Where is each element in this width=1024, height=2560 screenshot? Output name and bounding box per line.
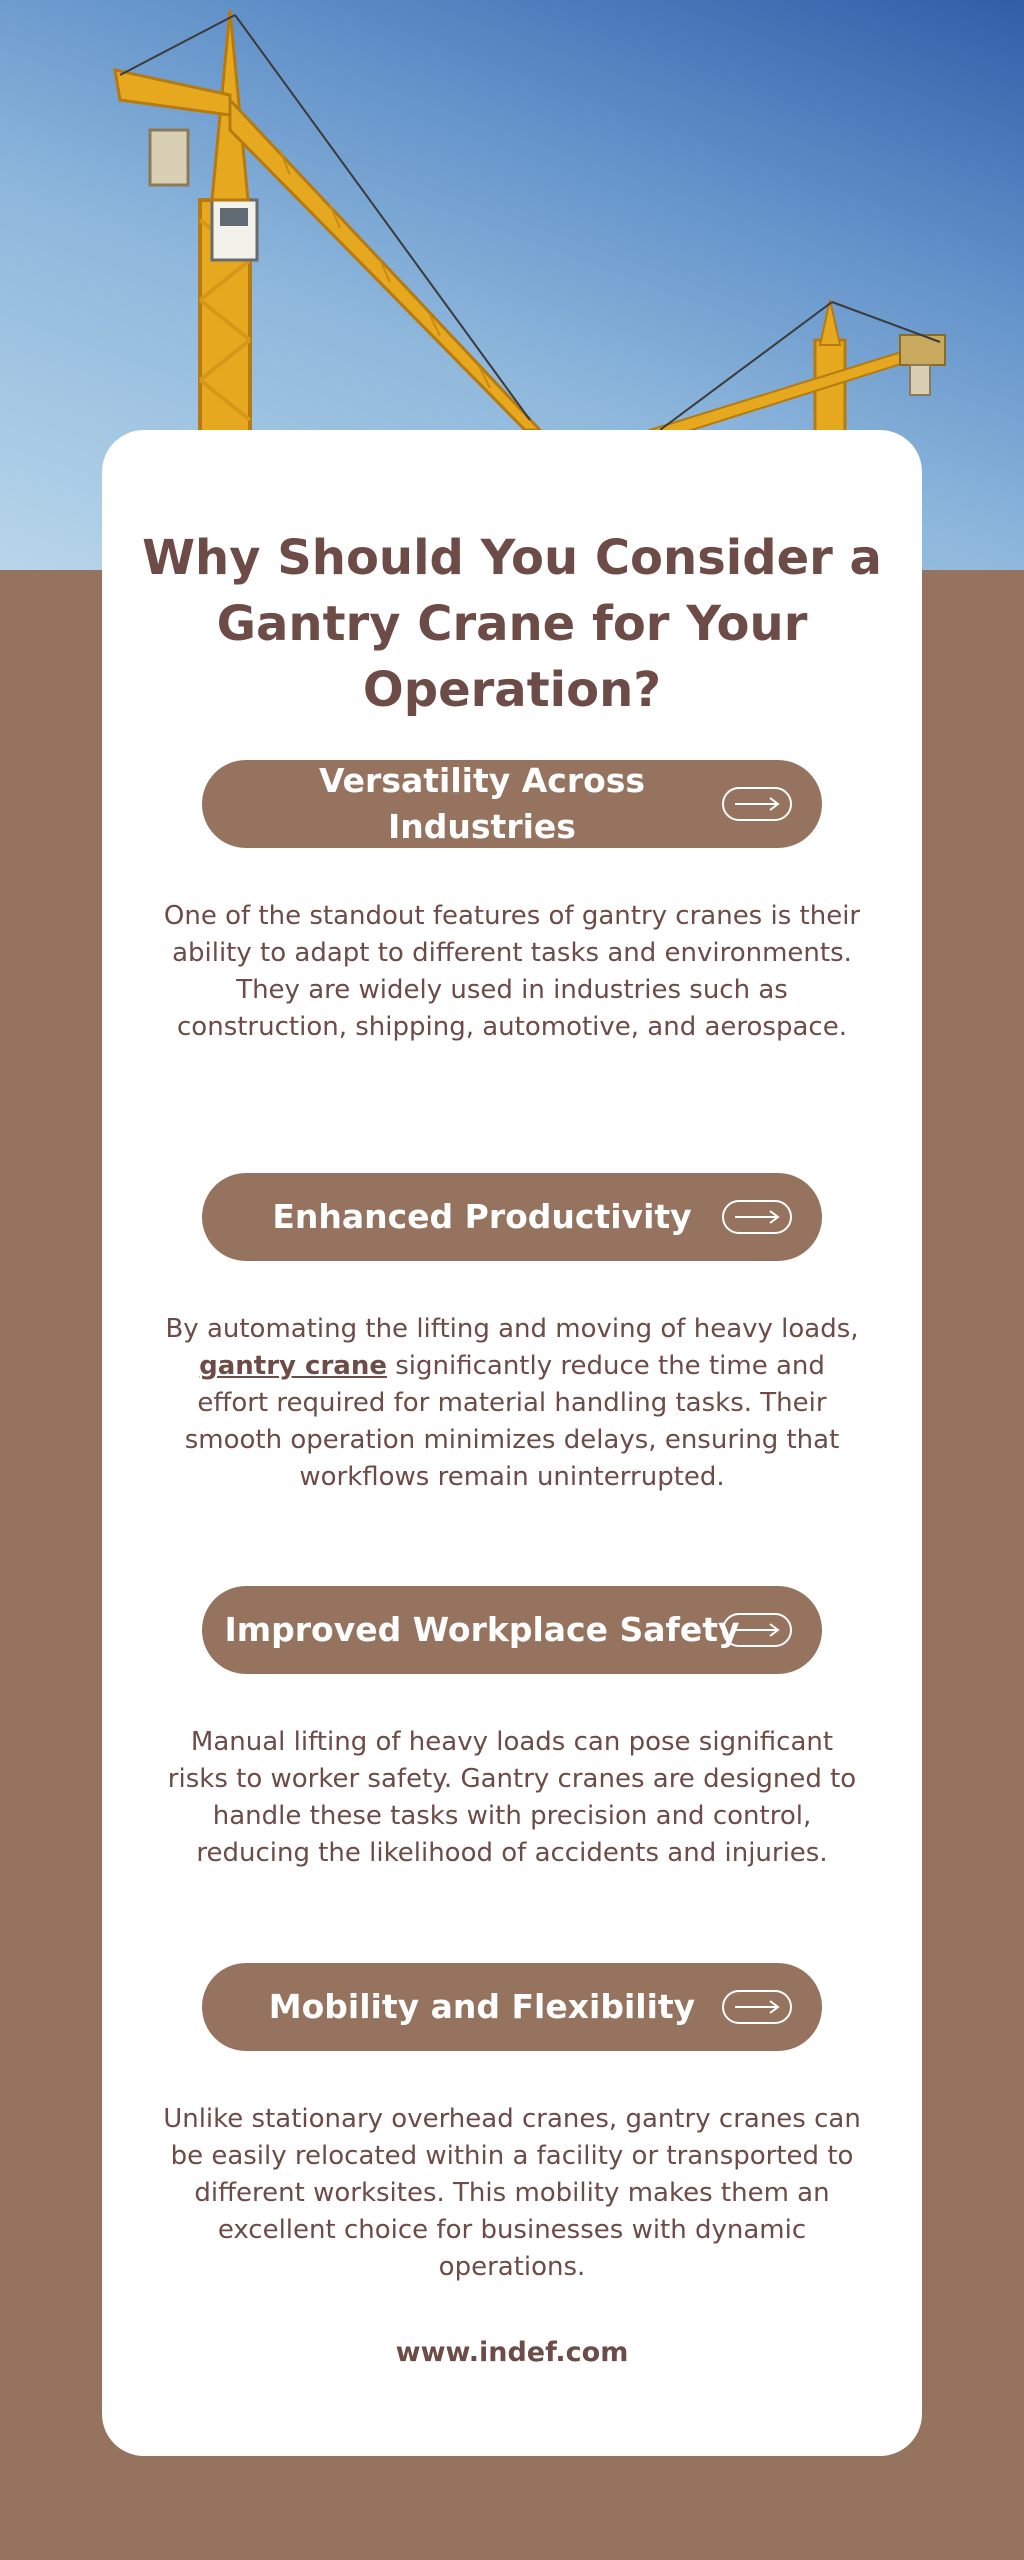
section-heading-pill-mobility[interactable]: [202, 1963, 822, 2051]
section-heading: Enhanced Productivity: [272, 1197, 692, 1236]
section-body: Unlike stationary overhead cranes, gantry cranes can be easily relocated within a facility or transported to different worksites. This mobility makes them an excellent choice for businesses with dynamic operations.: [163, 2104, 861, 2282]
section-heading: Mobility and Flexibility: [268, 1987, 696, 2026]
section-body: [162, 1311, 862, 1496]
page-title: Why Should You Consider a Gantry Crane for Your Operation?: [142, 530, 882, 718]
section-body: Manual lifting of heavy loads can pose significant risks to worker safety. Gantry cranes are designed to handle these tasks with precision and control, reducing the likelihood of accidents and injuries.: [167, 1727, 857, 1868]
gantry-crane-link[interactable]: gantry crane: [199, 1351, 387, 1381]
website-url[interactable]: www.indef.com: [395, 2337, 629, 2368]
section-body: One of the standout features of gantry cranes is their ability to adapt to different tasks and environments. They are widely used in industries such as construction, shipping, automotive, and aerospace.: [163, 901, 861, 1042]
arrow-right-icon[interactable]: [722, 1990, 792, 2024]
section-body-text: By automating the lifting and moving of heavy loads,: [165, 1314, 859, 1344]
section-heading: Versatility Across Industries: [318, 761, 646, 846]
arrow-right-icon[interactable]: [722, 1200, 792, 1234]
section-body-text: significantly reduce the time and effort required for material handling tasks. Their smooth operation minimizes delays, ensuring that workflows remain uninterrupted.: [184, 1351, 840, 1492]
section-heading: Improved Workplace Safety: [224, 1610, 740, 1649]
arrow-right-icon[interactable]: [722, 787, 792, 821]
content-card: [102, 430, 922, 2456]
section-heading-pill-versatility[interactable]: [202, 760, 822, 848]
section-heading-pill-productivity[interactable]: [202, 1173, 822, 1261]
arrow-right-icon[interactable]: [722, 1613, 792, 1647]
section-heading-pill-safety[interactable]: [202, 1586, 822, 1674]
